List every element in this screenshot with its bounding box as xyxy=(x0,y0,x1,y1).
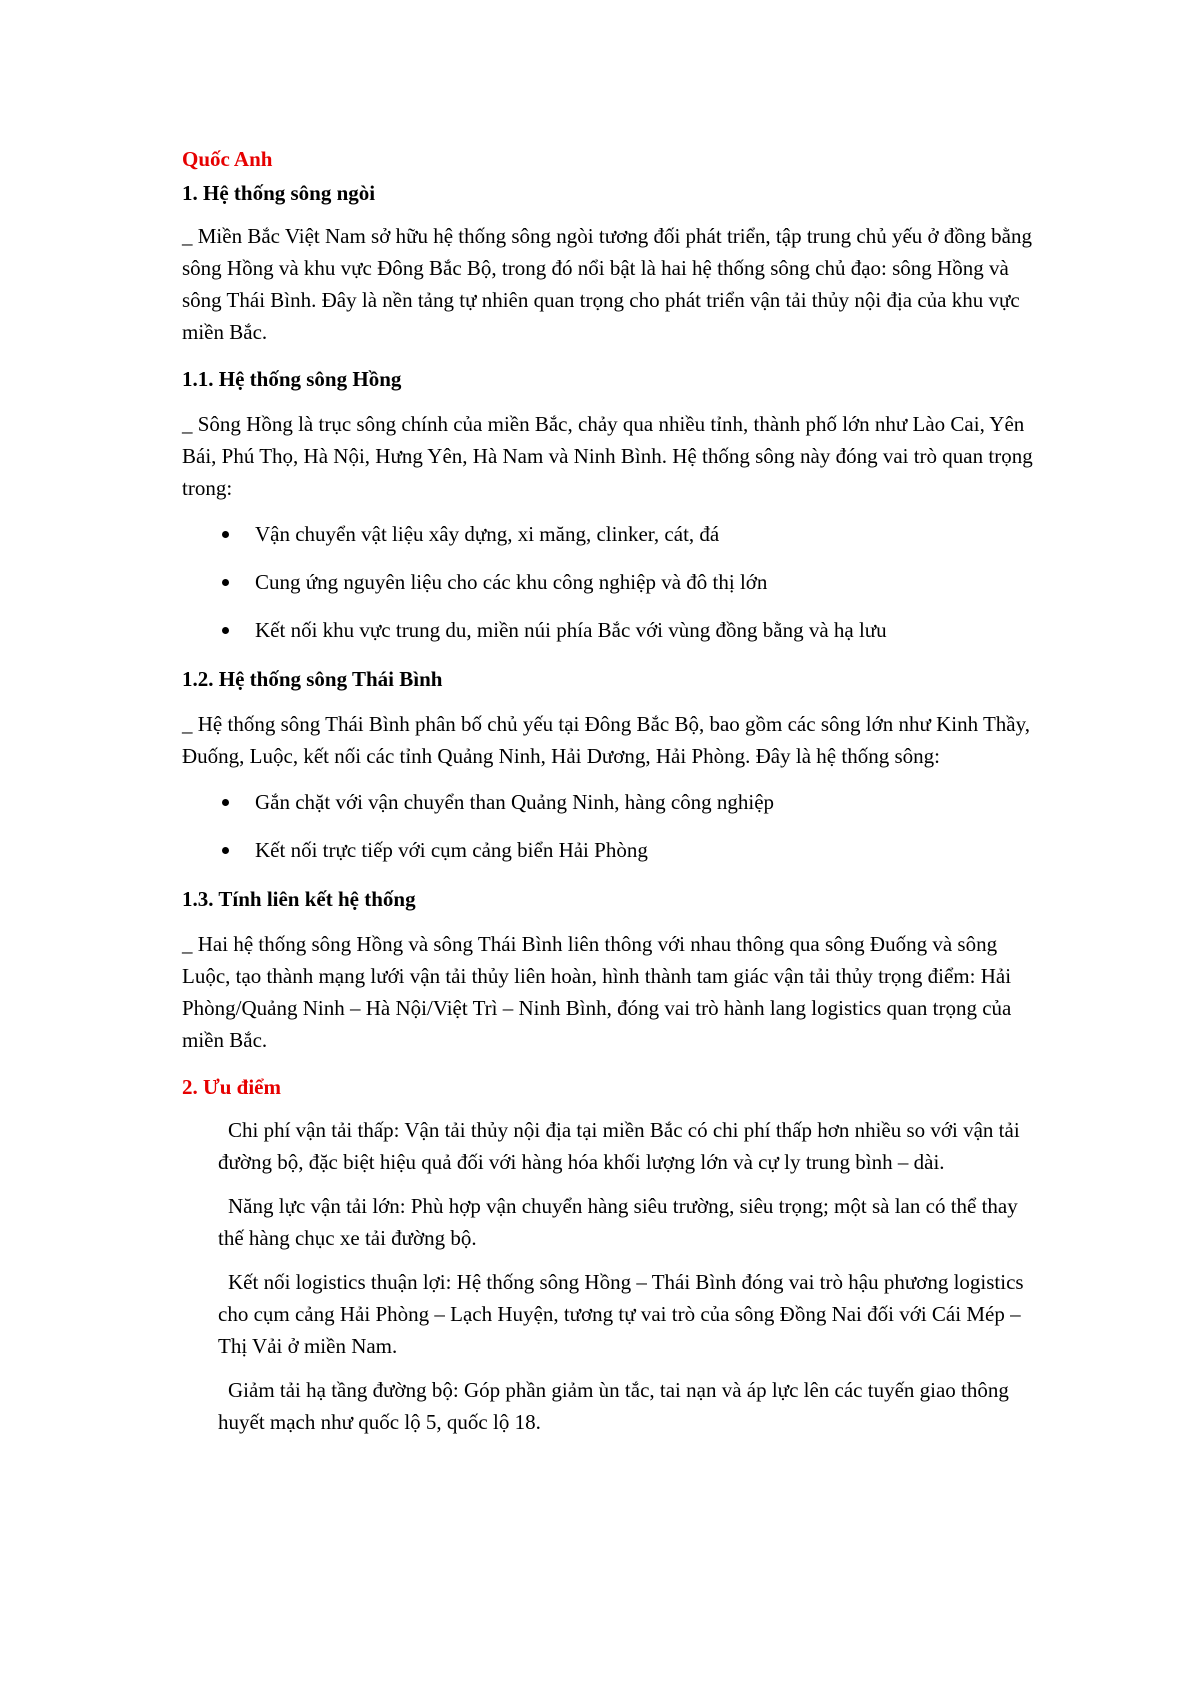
section-1-heading: 1. Hệ thống sông ngòi xyxy=(182,181,376,205)
subsection-1-1-heading: 1.1. Hệ thống sông Hồng xyxy=(182,367,402,391)
advantage-text: Kết nối logistics thuận lợi: Hệ thống sông Hồng – Thái Bình đóng vai trò hậu phương logistics cho cụm cảng Hải Phòng – Lạch Huyện, tương tự vai trò của sông Đồng Nai đối với Cái Mép – Thị Vải ở miền Nam. xyxy=(218,1270,1024,1358)
subsection-1-2-bullet-list xyxy=(182,786,1042,866)
bullet-icon xyxy=(222,579,229,586)
subsection-1-3-heading: 1.3. Tính liên kết hệ thống xyxy=(182,887,416,911)
bullet-icon xyxy=(222,799,229,806)
list-item xyxy=(182,786,1042,818)
advantage-item xyxy=(218,1114,1042,1178)
bullet-icon xyxy=(222,627,229,634)
subsection-1-1-bullet-list xyxy=(182,518,1042,646)
list-item xyxy=(182,566,1042,598)
author-name: Quốc Anh xyxy=(182,147,273,171)
list-item-text: Kết nối khu vực trung du, miền núi phía Bắc với vùng đồng bằng và hạ lưu xyxy=(255,618,887,642)
advantage-text: Chi phí vận tải thấp: Vận tải thủy nội địa tại miền Bắc có chi phí thấp hơn nhiều so với vận tải đường bộ, đặc biệt hiệu quả đối với hàng hóa khối lượng lớn và cự ly trung bình – dài. xyxy=(218,1118,1020,1174)
list-item xyxy=(182,614,1042,646)
advantage-item xyxy=(218,1374,1042,1438)
advantage-text: Năng lực vận tải lớn: Phù hợp vận chuyển hàng siêu trường, siêu trọng; một sà lan có thể thay thế hàng chục xe tải đường bộ. xyxy=(218,1194,1018,1250)
list-item-text: Cung ứng nguyên liệu cho các khu công nghiệp và đô thị lớn xyxy=(255,570,768,594)
list-item xyxy=(182,834,1042,866)
subsection-1-2-text: _ Hệ thống sông Thái Bình phân bố chủ yếu tại Đông Bắc Bộ, bao gồm các sông lớn như Kinh Thầy, Đuống, Luộc, kết nối các tỉnh Quảng Ninh, Hải Dương, Hải Phòng. Đây là hệ thống sông: xyxy=(182,712,1030,768)
document-body xyxy=(182,142,1042,1450)
section-2-heading: 2. Ưu điểm xyxy=(182,1075,281,1099)
bullet-icon xyxy=(222,847,229,854)
advantage-text: Giảm tải hạ tầng đường bộ: Góp phần giảm ùn tắc, tai nạn và áp lực lên các tuyến giao thông huyết mạch như quốc lộ 5, quốc lộ 18. xyxy=(218,1378,1009,1434)
list-item-text: Kết nối trực tiếp với cụm cảng biển Hải Phòng xyxy=(255,838,648,862)
subsection-1-2-heading: 1.2. Hệ thống sông Thái Bình xyxy=(182,667,443,691)
advantage-item xyxy=(218,1266,1042,1362)
list-item-text: Gắn chặt với vận chuyển than Quảng Ninh, hàng công nghiệp xyxy=(255,790,775,814)
subsection-1-3-text: _ Hai hệ thống sông Hồng và sông Thái Bình liên thông với nhau thông qua sông Đuống và sông Luộc, tạo thành mạng lưới vận tải thủy liên hoàn, hình thành tam giác vận tải thủy trọng điểm: Hải Phòng/Quảng Ninh – Hà Nội/Việt Trì – Ninh Bình, đóng vai trò hành lang logistics quan trọng của miền Bắc. xyxy=(182,932,1012,1052)
subsection-1-1-text: _ Sông Hồng là trục sông chính của miền Bắc, chảy qua nhiều tỉnh, thành phố lớn như Lào Cai, Yên Bái, Phú Thọ, Hà Nội, Hưng Yên, Hà Nam và Ninh Bình. Hệ thống sông này đóng vai trò quan trọng trong: xyxy=(182,412,1033,500)
bullet-icon xyxy=(222,531,229,538)
advantage-item xyxy=(218,1190,1042,1254)
section-1-intro: _ Miền Bắc Việt Nam sở hữu hệ thống sông ngòi tương đối phát triển, tập trung chủ yếu ở đồng bằng sông Hồng và khu vực Đông Bắc Bộ, trong đó nổi bật là hai hệ thống sông chủ đạo: sông Hồng và sông Thái Bình. Đây là nền tảng tự nhiên quan trọng cho phát triển vận tải thủy nội địa của khu vực miền Bắc. xyxy=(182,224,1032,344)
list-item-text: Vận chuyển vật liệu xây dựng, xi măng, clinker, cát, đá xyxy=(255,522,720,546)
list-item xyxy=(182,518,1042,550)
